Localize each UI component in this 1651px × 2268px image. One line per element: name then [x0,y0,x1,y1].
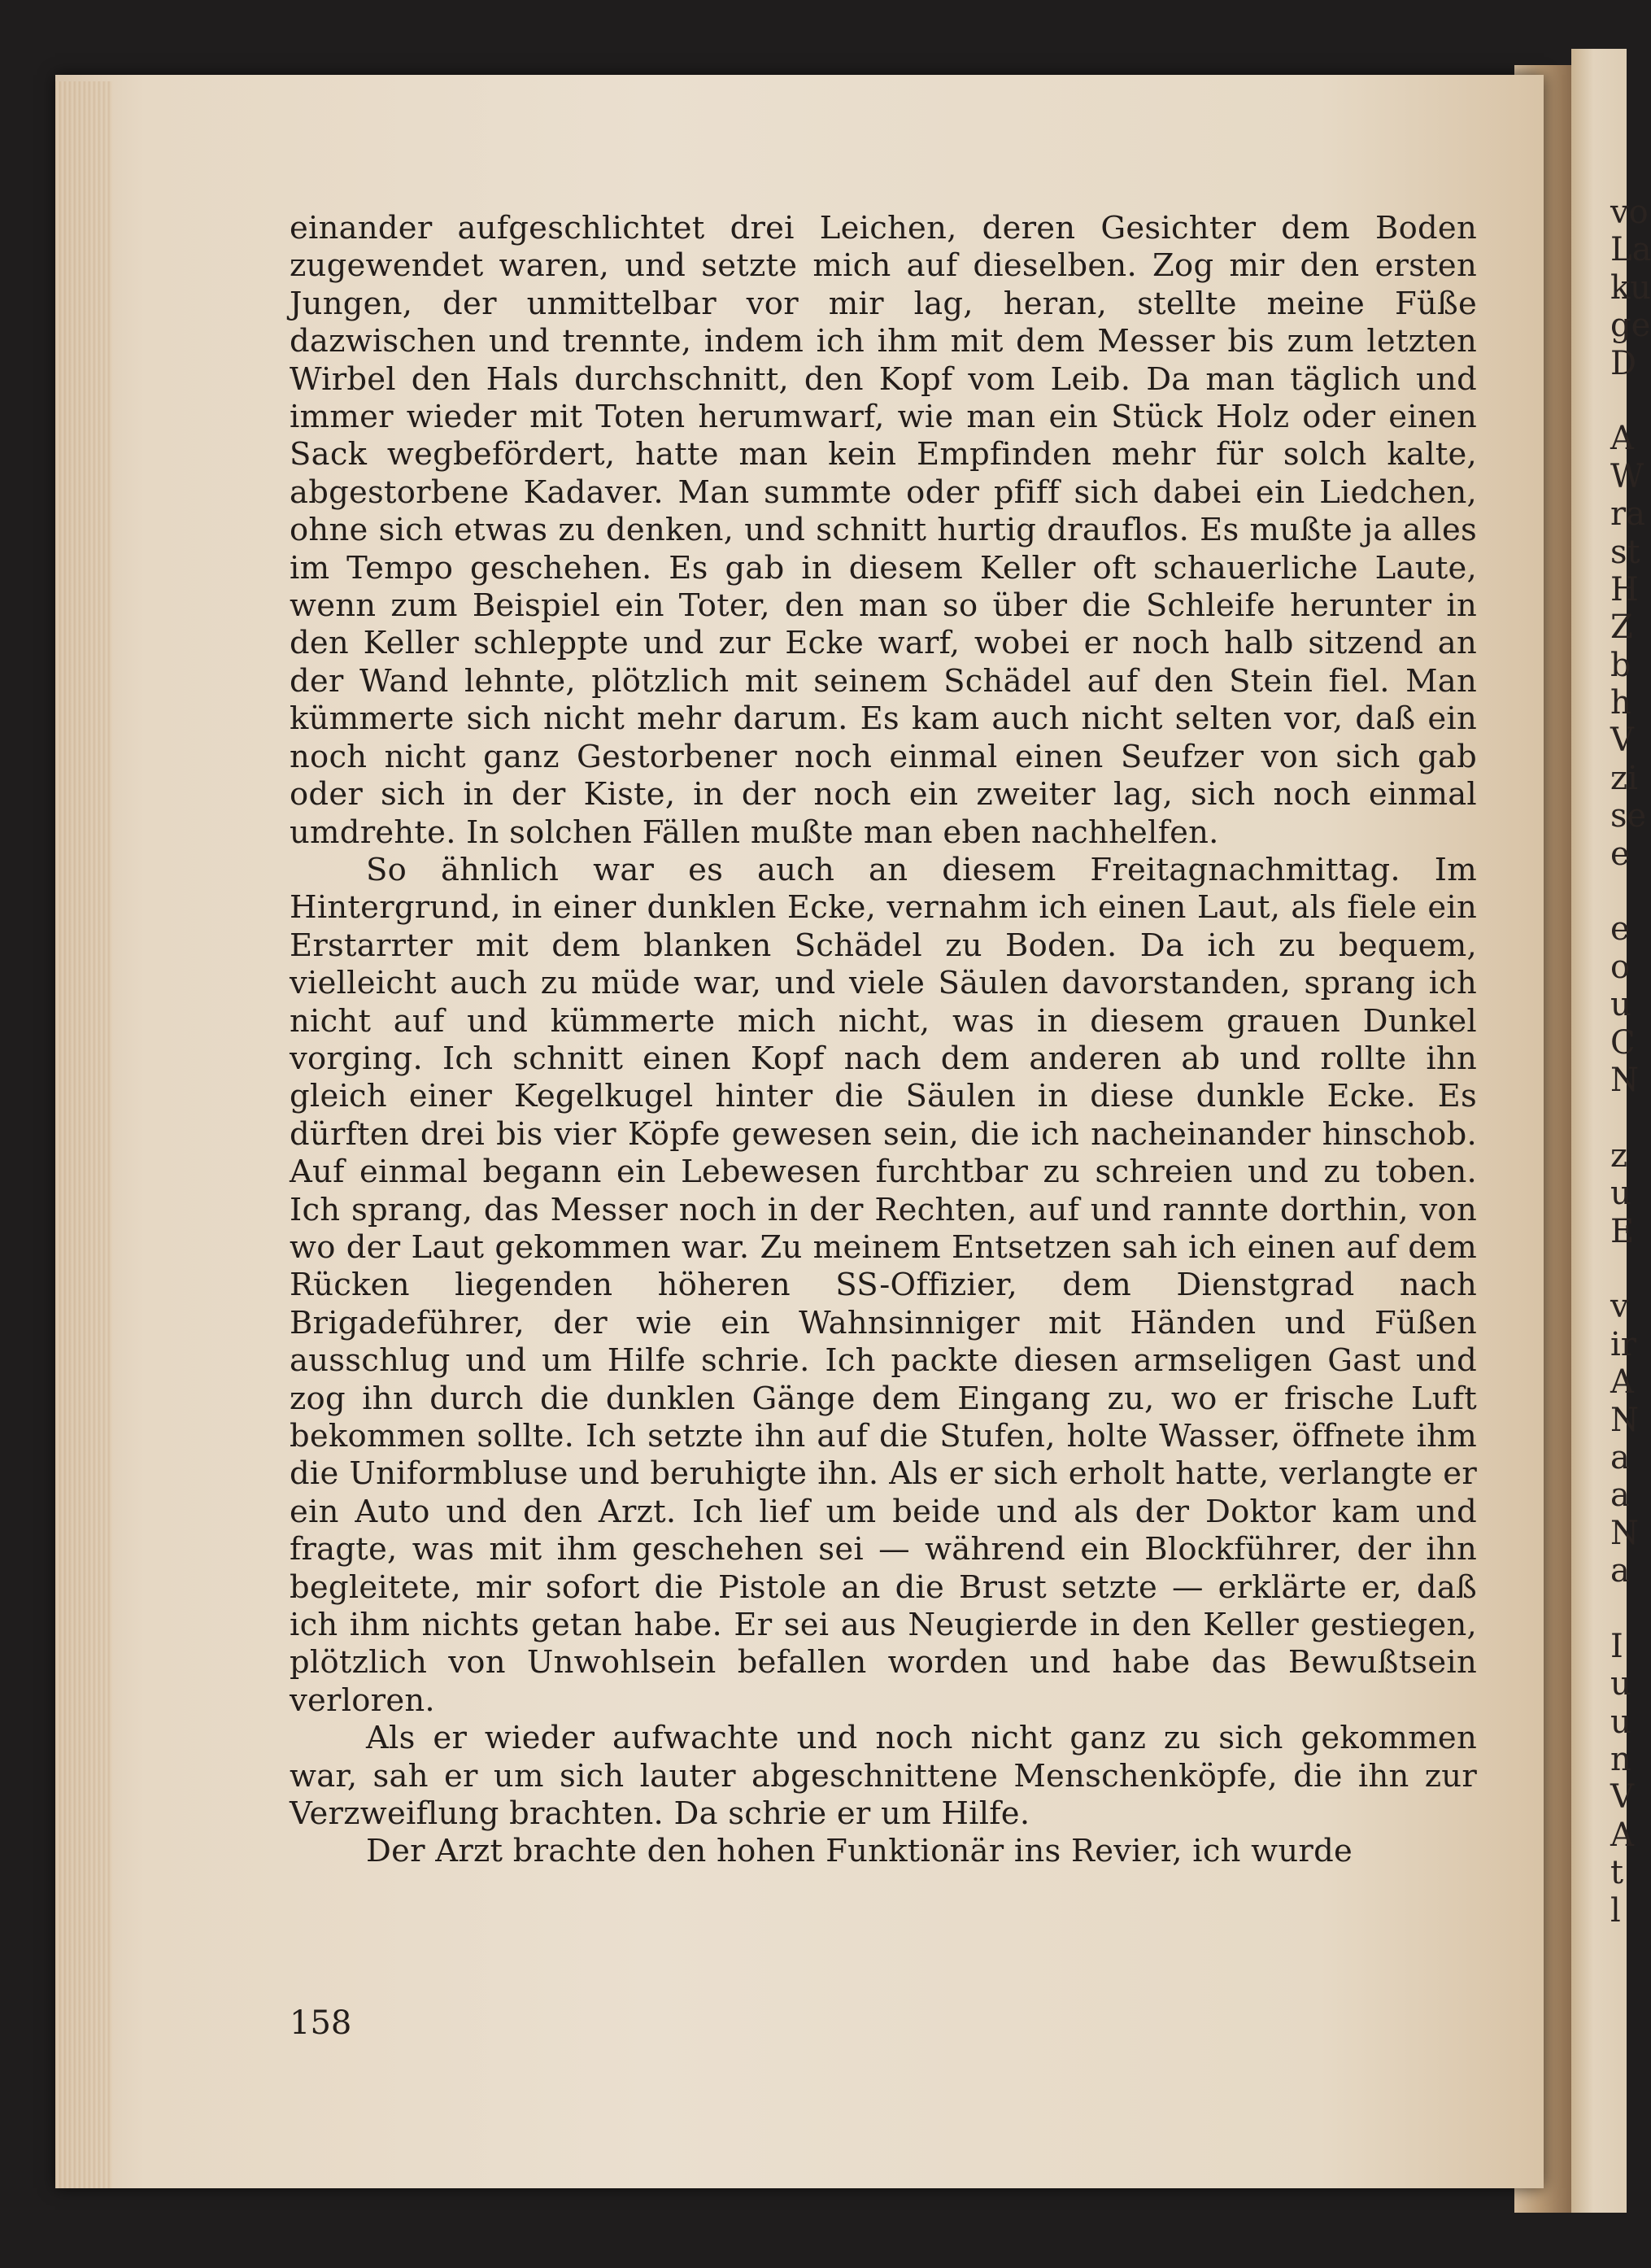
adjacent-page-fragment: e [1610,910,1630,949]
adjacent-page-fragment: La [1610,231,1651,269]
adjacent-page-fragment: W [1610,457,1644,495]
adjacent-page-fragment: a [1610,1476,1630,1515]
adjacent-page-fragment: o [1610,948,1631,986]
adjacent-page-fragment: u [1610,1175,1631,1213]
paragraph-4: Der Arzt brachte den hohen Funktionär ins Revier, ich wurde [366,1833,1353,1870]
adjacent-page-fragment [1610,1099,1651,1136]
adjacent-page-fragment: I [1610,1627,1623,1665]
adjacent-page-fragment: u [1610,1703,1631,1741]
adjacent-page-fragment: u [1610,986,1631,1024]
adjacent-page [1571,49,1651,2213]
adjacent-page-text-column [1610,194,1651,1930]
adjacent-page-fragment [1610,873,1651,910]
adjacent-page-fragment: a [1610,1438,1630,1476]
adjacent-page-fragment: vo [1610,194,1649,231]
page-number: 158 [290,2004,352,2042]
page-body-text [290,210,1477,1871]
adjacent-page-fragment: C [1610,1023,1636,1062]
adjacent-page-fragment: se [1610,797,1647,835]
adjacent-page-fragment [1610,1590,1651,1627]
adjacent-page-fragment: ir [1610,1325,1636,1363]
paragraph-2: So ähnlich war es auch an diesem Freitagnachmittag. Im Hintergrund, in einer dunklen Ecke, vernahm ich einen Laut, als fiele ein Erstarrter mit dem blanken Schädel zu Boden. Da ich zu bequem, vielleicht auch zu müde war, und viele Säulen davorstanden, sprang ich nicht auf und kümmerte mich nicht, was in diesem grauen Dunkel vorging. Ich schnitt einen Kopf nach dem anderen ab und rollte ihn gleich einer Kegelkugel hinter die Säulen in diese dunkle Ecke. Es dürften drei bis vier Köpfe gewesen sein, die ich nacheinander hinschob. Auf einmal begann ein Lebewesen furchtbar zu schreien und zu toben. Ich sprang, das Messer noch in der Rechten, auf und rannte dorthin, von wo der Laut gekommen war. Zu meinem Entsetzen sah ich einen auf dem Rücken liegenden höheren SS-Offizier, dem Dienstgrad nach Brigadeführer, der wie ein Wahnsinniger mit Händen und Füßen ausschlug und um Hilfe schrie. Ich packte diesen armseligen Gast und zog ihn durch die dunklen Gänge dem Eingang zu, wo er frische Luft bekommen sollte. Ich setzte ihn auf die Stufen, holte Wasser, öffnete ihm die Uniformbluse und beruhigte ihn. Als er sich erholt hatte, verlangte er ein Auto und den Arzt. Ich lief um beide und als der Doktor kam und fragte, was mit ihm geschehen sei — während ein Blockführer, der ihn begleitete, mir sofort die Pistole an die Brust setzte — erklärte er, daß ich ihm nichts getan habe. Er sei aus Neugierde in den Keller gestiegen, plötzlich von Unwohlsein befallen worden und habe das Bewußtsein verloren. [290,851,1477,1719]
adjacent-page-fragment: H [1610,570,1639,608]
adjacent-page-fragment: b [1610,646,1631,684]
adjacent-page-fragment: st [1610,533,1640,571]
adjacent-page-fragment: u [1610,1665,1631,1703]
adjacent-page-fragment: ku [1610,268,1651,307]
adjacent-page-fragment: t [1610,1854,1624,1892]
adjacent-page-fragment: h [1610,684,1631,722]
adjacent-page-fragment: A [1610,1363,1634,1402]
adjacent-page-fragment: Z [1610,608,1633,647]
adjacent-page-fragment: v [1610,1288,1629,1326]
adjacent-page-fragment: l [1610,1891,1621,1930]
page-edges [55,81,112,2188]
adjacent-page-fragment: N [1610,1514,1639,1552]
adjacent-page-fragment: zi [1610,759,1638,797]
paragraph-3: Als er wieder aufwachte und noch nicht ganz zu sich gekommen war, sah er um sich lauter abgeschnittene Menschenköpfe, die ihn zur Verzweiflung brachten. Da schrie er um Hilfe. [290,1720,1477,1833]
adjacent-page-fragment: E [1610,1212,1635,1250]
adjacent-page-fragment: N [1610,1061,1639,1099]
adjacent-page-fragment: A [1610,1816,1634,1854]
adjacent-page-fragment: z [1610,1136,1628,1175]
adjacent-page-fragment: a [1610,1552,1630,1590]
paragraph-1: einander aufgeschlichtet drei Leichen, deren Gesichter dem Boden zugewendet waren, und setzte mich auf dieselben. Zog mir den ersten Jungen, der unmittelbar vor mir lag, heran, stellte meine Füße dazwischen und trennte, indem ich ihm mit dem Messer bis zum letzten Wirbel den Hals durchschnitt, den Kopf vom Leib. Da man täglich und immer wieder mit Toten herumwarf, wie man ein Stück Holz oder einen Sack wegbefördert, hatte man kein Empfinden mehr für solch kalte, abgestorbene Kadaver. Man summte oder pfiff sich dabei ein Liedchen, ohne sich etwas zu denken, und schnitt hurtig drauflos. Es mußte ja alles im Tempo geschehen. Es gab in diesem Keller oft schauerliche Laute, wenn zum Beispiel ein Toter, den man so über die Schleife herunter in den Keller schleppte und zur Ecke warf, wobei er noch halb sitzend an der Wand lehnte, plötzlich mit seinem Schädel auf den Stein fiel. Man kümmerte sich nicht mehr darum. Es kam auch nicht selten vor, daß ein noch nicht ganz Gestorbener noch einmal einen Seufzer von sich gab oder sich in der Kiste, in der noch ein zweiter lag, sich noch einmal umdrehte. In solchen Fällen mußte man eben nachhelfen. [290,210,1477,851]
adjacent-page-fragment: e [1610,835,1630,873]
adjacent-page-fragment: V [1610,1778,1634,1817]
adjacent-page-fragment: N [1610,1401,1639,1439]
adjacent-page-fragment [1610,1250,1651,1288]
adjacent-page-fragment: ra [1610,495,1645,534]
adjacent-page-fragment [1610,382,1651,420]
adjacent-page-fragment: V [1610,722,1634,760]
adjacent-page-fragment: D [1610,344,1637,382]
adjacent-page-fragment: n [1610,1741,1631,1779]
adjacent-page-fragment: ge [1610,307,1651,345]
adjacent-page-fragment: A [1610,420,1634,458]
